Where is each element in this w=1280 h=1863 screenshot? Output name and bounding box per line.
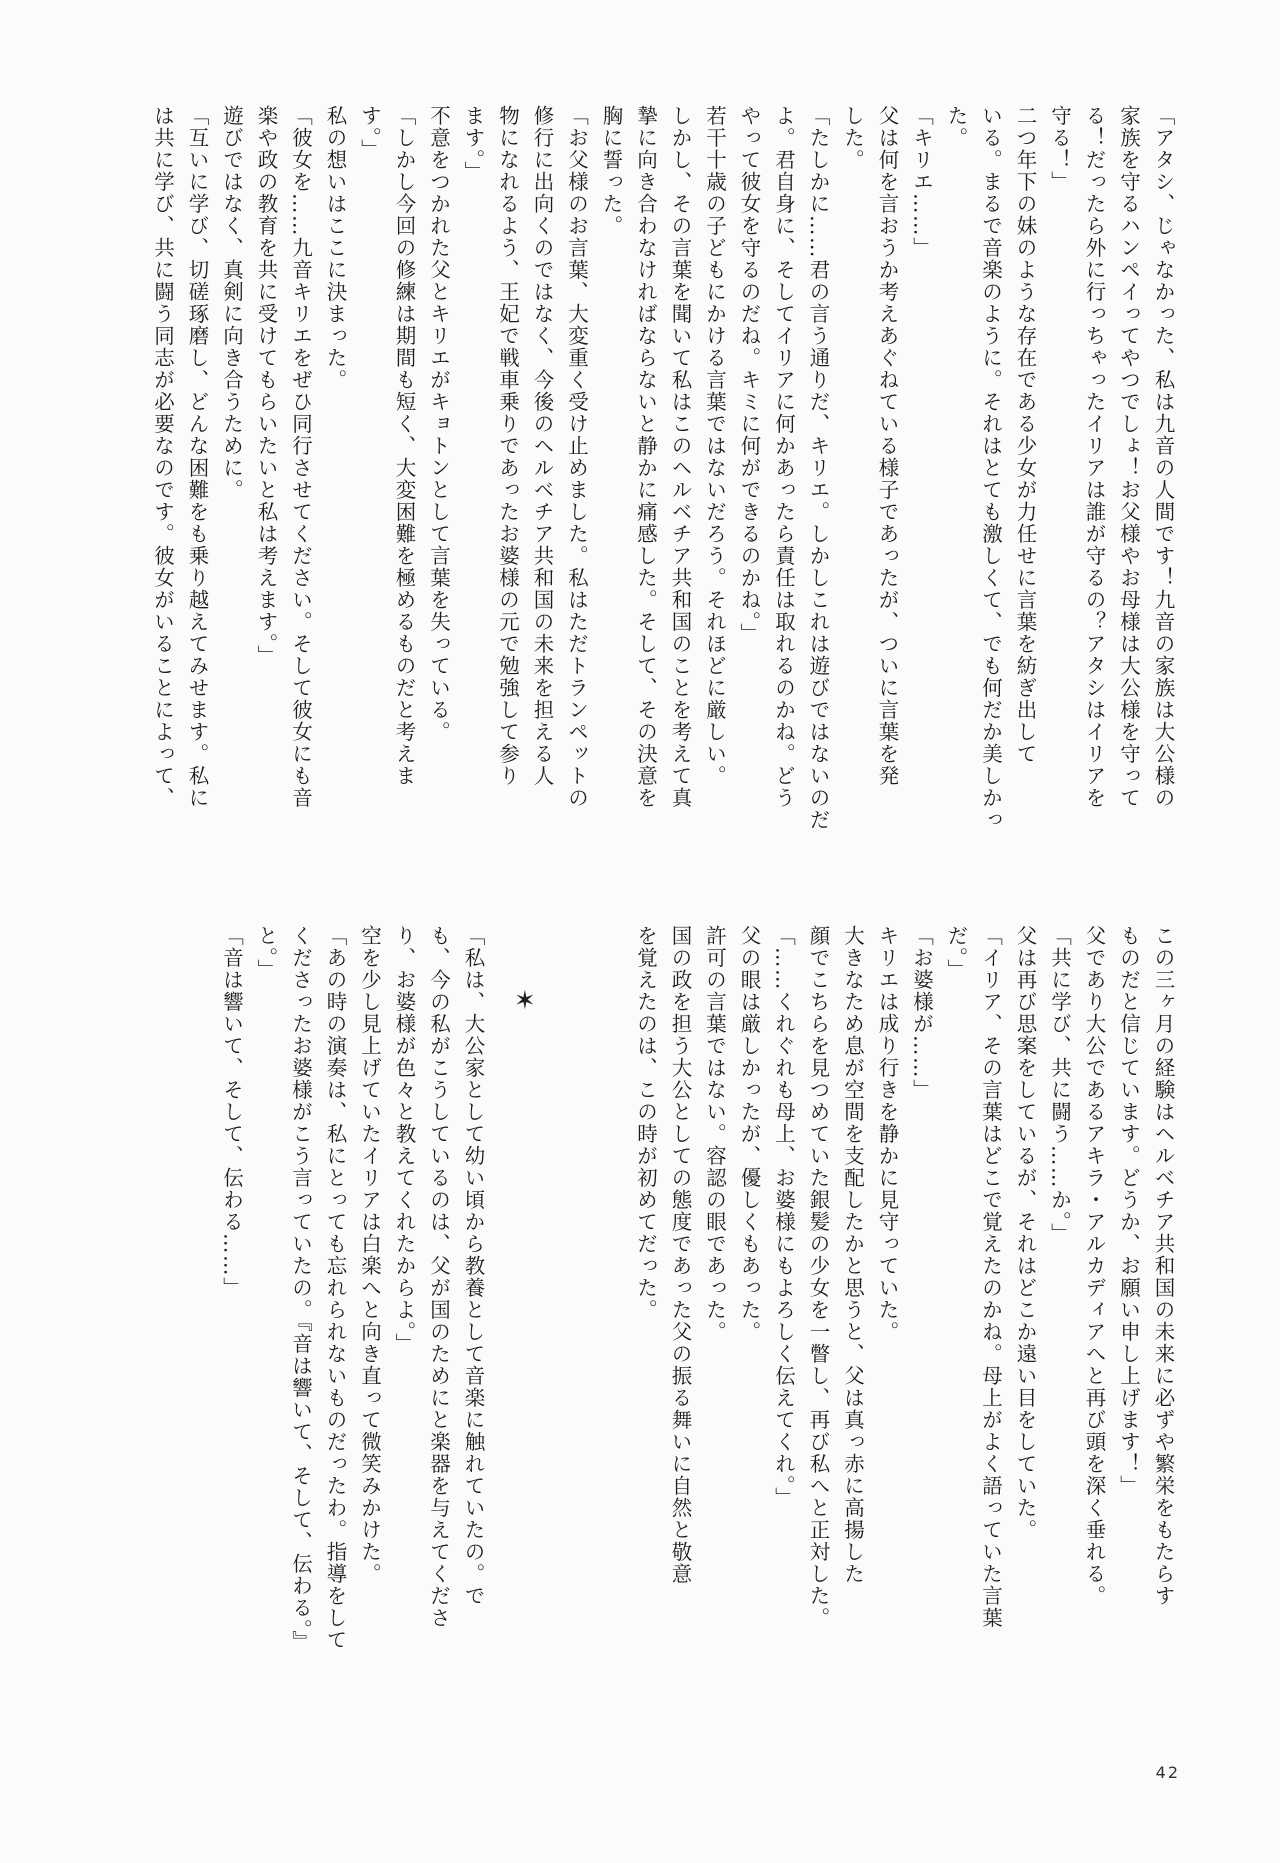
text-line: 「イリア、その言葉はどこで覚えたのかね。母上がよく語っていた言葉 <box>978 925 1003 1629</box>
text-line: 「キリエ……」 <box>909 105 934 259</box>
text-line <box>559 925 594 1645</box>
text-line: 許可の言葉ではない。容認の眼であった。 <box>702 925 727 1343</box>
text-line: 父は再び思案をしているが、それはどこか遠い目をしていた。 <box>1013 925 1037 1541</box>
text-line: は共に学び、共に闘う同志が必要なのです。彼女がいることによって、 <box>150 105 175 809</box>
text-line: しかし、その言葉を聞いて私はこのヘルベチア共和国のことを考えて真 <box>668 105 692 809</box>
text-line: 国の政を担う大公としての態度であった父の振る舞いに自然と敬意 <box>668 925 692 1585</box>
text-line: 若干十歳の子どもにかける言葉ではないだろう。それほどに厳しい。 <box>702 105 727 787</box>
text-line: 父であり大公であるアキラ・アルカディアへと再び頭を深く垂れる。 <box>1082 925 1106 1607</box>
text-line: 空を少し見上げていたイリアは白楽へと向き直って微笑みかけた。 <box>357 925 382 1585</box>
text-line: 大きなため息が空間を支配したかと思うと、父は真っ赤に高揚した <box>840 925 865 1585</box>
text-line: り、お婆様が色々と教えてくれたからよ。」 <box>392 925 416 1355</box>
text-line: 私の想いはここに決まった。 <box>323 105 347 391</box>
text-line <box>490 925 525 1645</box>
text-line: 父は何を言おうか考えあぐねている様子であったが、ついに言葉を発 <box>875 105 899 787</box>
text-line: 「私は、大公家として幼い頃から教養として音楽に触れていたの。で <box>461 925 485 1607</box>
text-line: 胸に誓った。 <box>599 105 623 237</box>
text-line: いる。まるで音楽のように。それはとても激しくて、でも何だか美しかっ <box>978 105 1003 831</box>
text-line: 遊びではなく、真剣に向き合うために。 <box>219 105 244 501</box>
text-line: 「たしかに……君の言う通りだ、キリエ。しかしこれは遊びではないのだ <box>806 105 830 831</box>
lower-text-block <box>214 925 1180 1653</box>
text-line: 「お父様のお言葉、大変重く受け止めました。私はただトランペットの <box>564 105 589 809</box>
text-line: この三ヶ月の経験はヘルベチア共和国の未来に必ずや繁栄をもたらす <box>1151 925 1175 1607</box>
text-line: 「共に学び、共に闘う……か。」 <box>1047 925 1072 1245</box>
text-line: 顔でこちらを見つめていた銀髪の少女を一瞥し、再び私へと正対した。 <box>806 925 830 1629</box>
text-line: を覚えたのは、この時が初めてだった。 <box>633 925 658 1321</box>
text-line: 修行に出向くのではなく、今後のヘルベチア共和国の未来を担える人 <box>530 105 554 787</box>
text-line: 「音は響いて、そして、伝わる……」 <box>219 925 244 1299</box>
text-line: 「お婆様が……」 <box>909 925 934 1101</box>
text-line: くださったお婆様がこう言っていたの。『音は響いて、そして、伝わる。』 <box>288 925 313 1653</box>
text-line: よ。君自身に、そしてイリアに何かあったら責任は取れるのかね。どう <box>771 105 796 809</box>
text-line: 物になれるよう、王妃で戦車乗りであったお婆様の元で勉強して参り <box>495 105 520 787</box>
text-line: キリエは成り行きを静かに見守っていた。 <box>875 925 899 1343</box>
text-line: ものだと信じています。どうか、お願い申し上げます！」 <box>1116 925 1141 1497</box>
text-line: 「……くれぐれも母上、お婆様にもよろしく伝えてくれ。」 <box>771 925 796 1509</box>
text-line: 家族を守るハンペイってやつでしょ！お父様やお母様は大公様を守って <box>1116 105 1141 809</box>
page-number: 42 <box>1155 1763 1180 1782</box>
text-line: 摯に向き合わなければならないと静かに痛感した。そして、その決意を <box>633 105 658 809</box>
text-line: 守る！」 <box>1047 105 1072 193</box>
upper-text-block <box>145 105 1180 905</box>
text-line: と。」 <box>254 925 278 981</box>
text-line: 二つ年下の妹のような存在である少女が力任せに言葉を紡ぎ出して <box>1013 105 1037 765</box>
text-line: 不意をつかれた父とキリエがキョトンとして言葉を失っている。 <box>426 105 451 743</box>
text-line: 「あの時の演奏は、私にとっても忘れられないものだったわ。指導をして <box>323 925 347 1651</box>
text-line: る！だったら外に行っちゃったイリアは誰が守るの？アタシはイリアを <box>1082 105 1106 809</box>
text-line: ます。」 <box>461 105 485 183</box>
text-line: だ。」 <box>944 925 968 981</box>
text-line: も、今の私がこうしているのは、父が国のためにと楽器を与えてくださ <box>426 925 451 1629</box>
text-line: やって彼女を守るのだね。キミに何ができるのかね。」 <box>737 105 761 645</box>
text-line: す。」 <box>357 105 382 161</box>
text-line: 「アタシ、じゃなかった、私は九音の人間です！九音の家族は大公様の <box>1151 105 1175 809</box>
text-line: 楽や政の教育を共に受けてもらいたいと私は考えます。」 <box>254 105 278 667</box>
text-line <box>594 925 629 1645</box>
text-line: 父の眼は厳しかったが、優しくもあった。 <box>737 925 761 1343</box>
scene-break-asterisk: ✶ <box>514 986 536 1016</box>
text-line: た。 <box>944 105 968 149</box>
text-line: 「しかし今回の修練は期間も短く、大変困難を極めるものだと考えま <box>392 105 416 787</box>
text-line: した。 <box>840 105 865 171</box>
text-line: 「互いに学び、切磋琢磨し、どんな困難をも乗り越えてみせます。私に <box>185 105 209 809</box>
text-line: 「彼女を……九音キリエをぜひ同行させてください。そして彼女にも音 <box>288 105 313 809</box>
text-line <box>525 925 560 1645</box>
